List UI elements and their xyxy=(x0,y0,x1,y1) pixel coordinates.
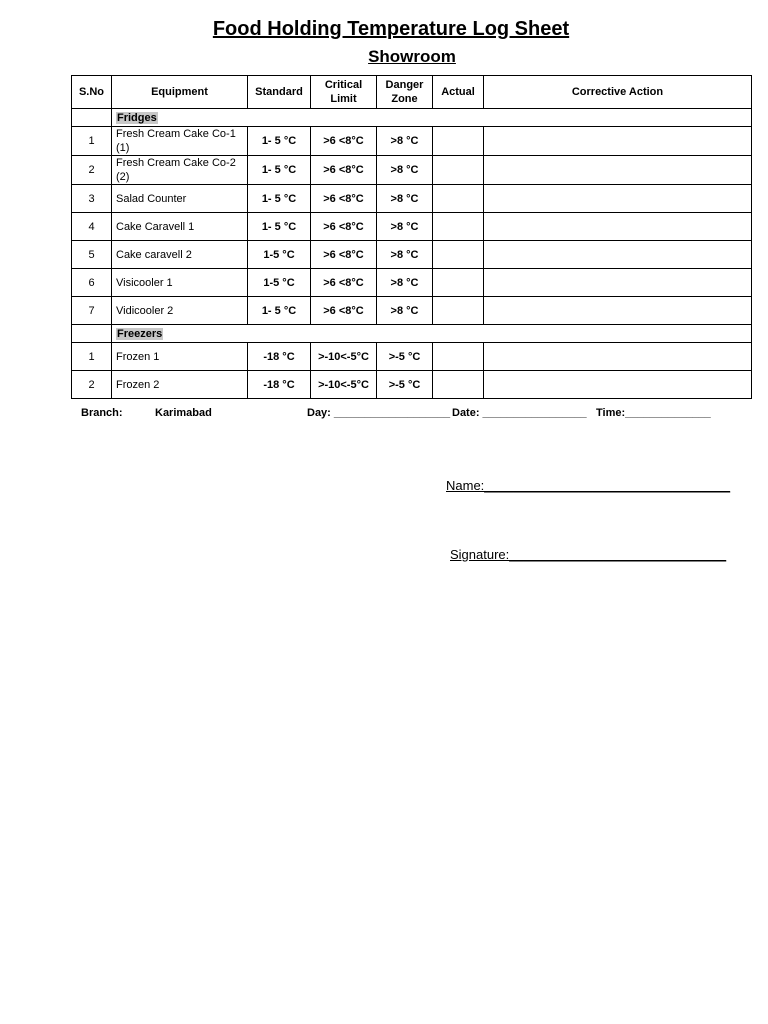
corrective-action-cell[interactable] xyxy=(484,213,752,241)
table-row xyxy=(72,297,752,325)
standard-cell: -18 °C xyxy=(248,371,311,399)
equipment-cell: Cake caravell 2 xyxy=(112,241,248,269)
actual-cell[interactable] xyxy=(433,371,484,399)
section-cell xyxy=(112,325,752,343)
actual-cell[interactable] xyxy=(433,297,484,325)
column-header: Equipment xyxy=(112,76,248,109)
section-spacer xyxy=(72,325,112,343)
equipment-cell: Fresh Cream Cake Co-2 (2) xyxy=(112,156,248,185)
table-row xyxy=(72,371,752,399)
danger-zone-cell: >8 °C xyxy=(377,185,433,213)
section-title: Fridges xyxy=(117,111,157,124)
critical-limit-cell: >-10<-5°C xyxy=(311,343,377,371)
danger-zone-cell: >8 °C xyxy=(377,297,433,325)
page-subtitle: Showroom xyxy=(368,47,456,66)
critical-limit-cell: >6 <8°C xyxy=(311,156,377,185)
actual-cell[interactable] xyxy=(433,156,484,185)
serial-number-cell: 2 xyxy=(72,371,112,399)
column-header: Standard xyxy=(248,76,311,109)
danger-zone-cell: >8 °C xyxy=(377,269,433,297)
standard-cell: 1- 5 °C xyxy=(248,127,311,156)
critical-limit-cell: >6 <8°C xyxy=(311,185,377,213)
standard-cell: 1-5 °C xyxy=(248,269,311,297)
equipment-cell: Fresh Cream Cake Co-1 (1) xyxy=(112,127,248,156)
column-header: S.No xyxy=(72,76,112,109)
serial-number-cell: 6 xyxy=(72,269,112,297)
actual-cell[interactable] xyxy=(433,241,484,269)
danger-zone-cell: >8 °C xyxy=(377,127,433,156)
temperature-log-table xyxy=(71,75,752,399)
equipment-cell: Visicooler 1 xyxy=(112,269,248,297)
corrective-action-cell[interactable] xyxy=(484,156,752,185)
day-field[interactable]: Day: ___________________ xyxy=(307,407,451,419)
corrective-action-cell[interactable] xyxy=(484,269,752,297)
critical-limit-cell: >6 <8°C xyxy=(311,213,377,241)
equipment-cell: Frozen 2 xyxy=(112,371,248,399)
danger-zone-cell: >8 °C xyxy=(377,156,433,185)
section-row xyxy=(72,109,752,127)
corrective-action-cell[interactable] xyxy=(484,371,752,399)
danger-zone-cell: >-5 °C xyxy=(377,343,433,371)
danger-zone-cell: >8 °C xyxy=(377,241,433,269)
equipment-cell: Vidicooler 2 xyxy=(112,297,248,325)
table-row xyxy=(72,156,752,185)
corrective-action-cell[interactable] xyxy=(484,297,752,325)
table-row xyxy=(72,343,752,371)
branch-label: Branch: xyxy=(81,407,123,419)
section-cell xyxy=(112,109,752,127)
standard-cell: 1- 5 °C xyxy=(248,156,311,185)
column-header: Danger Zone xyxy=(377,76,433,109)
critical-limit-cell: >6 <8°C xyxy=(311,297,377,325)
serial-number-cell: 2 xyxy=(72,156,112,185)
danger-zone-cell: >-5 °C xyxy=(377,371,433,399)
actual-cell[interactable] xyxy=(433,213,484,241)
standard-cell: 1- 5 °C xyxy=(248,185,311,213)
table-row xyxy=(72,241,752,269)
serial-number-cell: 3 xyxy=(72,185,112,213)
time-field[interactable]: Time:______________ xyxy=(596,407,711,419)
page-title: Food Holding Temperature Log Sheet xyxy=(212,18,570,40)
column-header: Actual xyxy=(433,76,484,109)
standard-cell: 1- 5 °C xyxy=(248,213,311,241)
critical-limit-cell: >6 <8°C xyxy=(311,241,377,269)
equipment-cell: Cake Caravell 1 xyxy=(112,213,248,241)
column-header: Corrective Action xyxy=(484,76,752,109)
actual-cell[interactable] xyxy=(433,343,484,371)
danger-zone-cell: >8 °C xyxy=(377,213,433,241)
table-header-row xyxy=(72,76,752,109)
serial-number-cell: 1 xyxy=(72,127,112,156)
table-row xyxy=(72,127,752,156)
standard-cell: 1- 5 °C xyxy=(248,297,311,325)
standard-cell: 1-5 °C xyxy=(248,241,311,269)
corrective-action-cell[interactable] xyxy=(484,241,752,269)
table-row xyxy=(72,269,752,297)
corrective-action-cell[interactable] xyxy=(484,185,752,213)
name-field[interactable]: Name:__________________________________ xyxy=(446,478,731,493)
table-row xyxy=(72,213,752,241)
serial-number-cell: 7 xyxy=(72,297,112,325)
actual-cell[interactable] xyxy=(433,269,484,297)
actual-cell[interactable] xyxy=(433,127,484,156)
section-spacer xyxy=(72,109,112,127)
table-row xyxy=(72,185,752,213)
equipment-cell: Frozen 1 xyxy=(112,343,248,371)
actual-cell[interactable] xyxy=(433,185,484,213)
equipment-cell: Salad Counter xyxy=(112,185,248,213)
column-header: Critical Limit xyxy=(311,76,377,109)
signature-field[interactable]: Signature:______________________________ xyxy=(450,547,727,562)
critical-limit-cell: >6 <8°C xyxy=(311,127,377,156)
corrective-action-cell[interactable] xyxy=(484,127,752,156)
branch-value: Karimabad xyxy=(155,407,212,419)
serial-number-cell: 1 xyxy=(72,343,112,371)
standard-cell: -18 °C xyxy=(248,343,311,371)
critical-limit-cell: >6 <8°C xyxy=(311,269,377,297)
section-row xyxy=(72,325,752,343)
corrective-action-cell[interactable] xyxy=(484,343,752,371)
critical-limit-cell: >-10<-5°C xyxy=(311,371,377,399)
serial-number-cell: 5 xyxy=(72,241,112,269)
section-title: Freezers xyxy=(117,327,163,340)
date-field[interactable]: Date: _________________ xyxy=(452,407,587,419)
serial-number-cell: 4 xyxy=(72,213,112,241)
